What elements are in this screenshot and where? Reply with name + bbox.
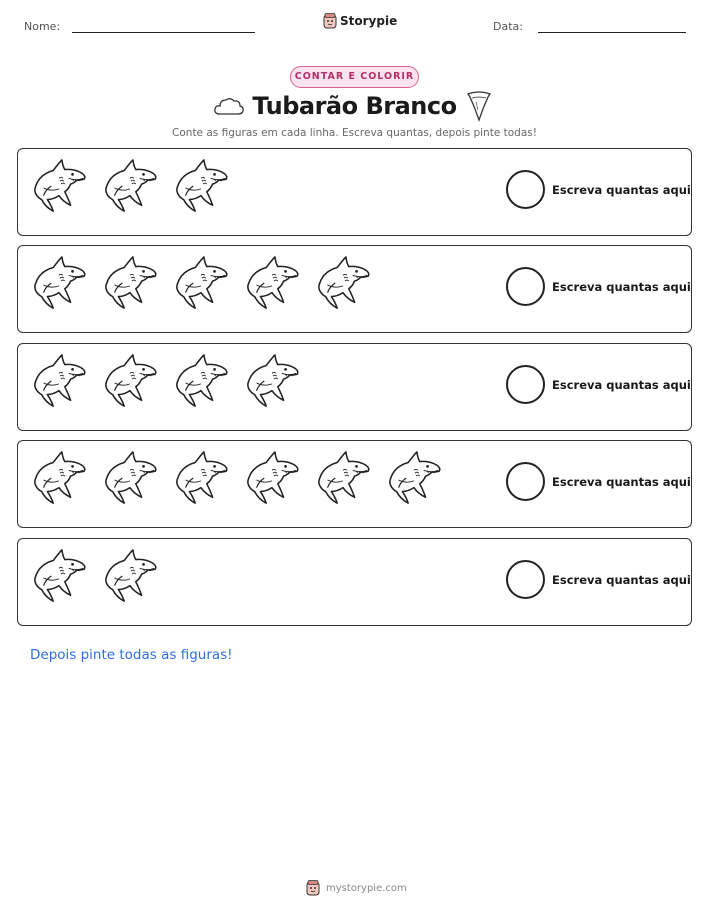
shark-group — [30, 547, 159, 605]
answer-circle[interactable] — [506, 560, 545, 599]
shark-icon[interactable] — [101, 254, 159, 312]
answer-label: Escreva quantas aqui — [552, 182, 691, 197]
answer-circle[interactable] — [506, 170, 545, 209]
count-row — [17, 148, 692, 236]
answer-circle[interactable] — [506, 462, 545, 501]
answer-label: Escreva quantas aqui — [552, 377, 691, 392]
shark-icon[interactable] — [243, 449, 301, 507]
count-row — [17, 245, 692, 333]
shark-group — [30, 352, 301, 410]
name-line[interactable] — [72, 32, 255, 33]
shark-icon[interactable] — [172, 449, 230, 507]
answer-circle[interactable] — [506, 365, 545, 404]
answer-area — [506, 365, 691, 404]
shark-icon[interactable] — [314, 254, 372, 312]
shark-icon[interactable] — [101, 352, 159, 410]
date-line[interactable] — [538, 32, 686, 33]
storypie-mascot-icon — [323, 13, 337, 29]
date-label: Data: — [493, 20, 523, 33]
brand-logo — [323, 13, 397, 29]
shark-icon[interactable] — [30, 547, 88, 605]
answer-label: Escreva quantas aqui — [552, 279, 691, 294]
footer — [306, 880, 407, 896]
shark-icon[interactable] — [314, 449, 372, 507]
shark-icon[interactable] — [243, 352, 301, 410]
shark-icon[interactable] — [172, 157, 230, 215]
shark-icon[interactable] — [30, 449, 88, 507]
storypie-mascot-icon — [306, 880, 320, 896]
shark-icon[interactable] — [101, 449, 159, 507]
shark-icon[interactable] — [172, 352, 230, 410]
instructions: Conte as figuras em cada linha. Escreva quantas, depois pinte todas! — [172, 127, 537, 139]
answer-circle[interactable] — [506, 267, 545, 306]
shark-tooth-icon — [466, 90, 492, 122]
page-title: Tubarão Branco — [252, 92, 457, 120]
shark-icon[interactable] — [172, 254, 230, 312]
count-row — [17, 343, 692, 431]
shark-icon[interactable] — [243, 254, 301, 312]
footer-url[interactable]: mystorypie.com — [326, 882, 407, 894]
shark-icon[interactable] — [30, 254, 88, 312]
shark-icon[interactable] — [30, 157, 88, 215]
shark-icon[interactable] — [101, 157, 159, 215]
answer-area — [506, 560, 691, 599]
shark-group — [30, 157, 230, 215]
answer-area — [506, 462, 691, 501]
shark-group — [30, 449, 443, 507]
count-row — [17, 538, 692, 626]
answer-label: Escreva quantas aqui — [552, 474, 691, 489]
count-row — [17, 440, 692, 528]
brand-name: Storypie — [340, 14, 398, 28]
shark-group — [30, 254, 372, 312]
answer-label: Escreva quantas aqui — [552, 572, 691, 587]
activity-badge: CONTAR E COLORIR — [290, 66, 419, 88]
shark-icon[interactable] — [385, 449, 443, 507]
shark-icon[interactable] — [101, 547, 159, 605]
answer-area — [506, 267, 691, 306]
coloring-note: Depois pinte todas as figuras! — [30, 647, 233, 663]
shark-icon[interactable] — [30, 352, 88, 410]
answer-area — [506, 170, 691, 209]
name-label: Nome: — [24, 20, 61, 33]
